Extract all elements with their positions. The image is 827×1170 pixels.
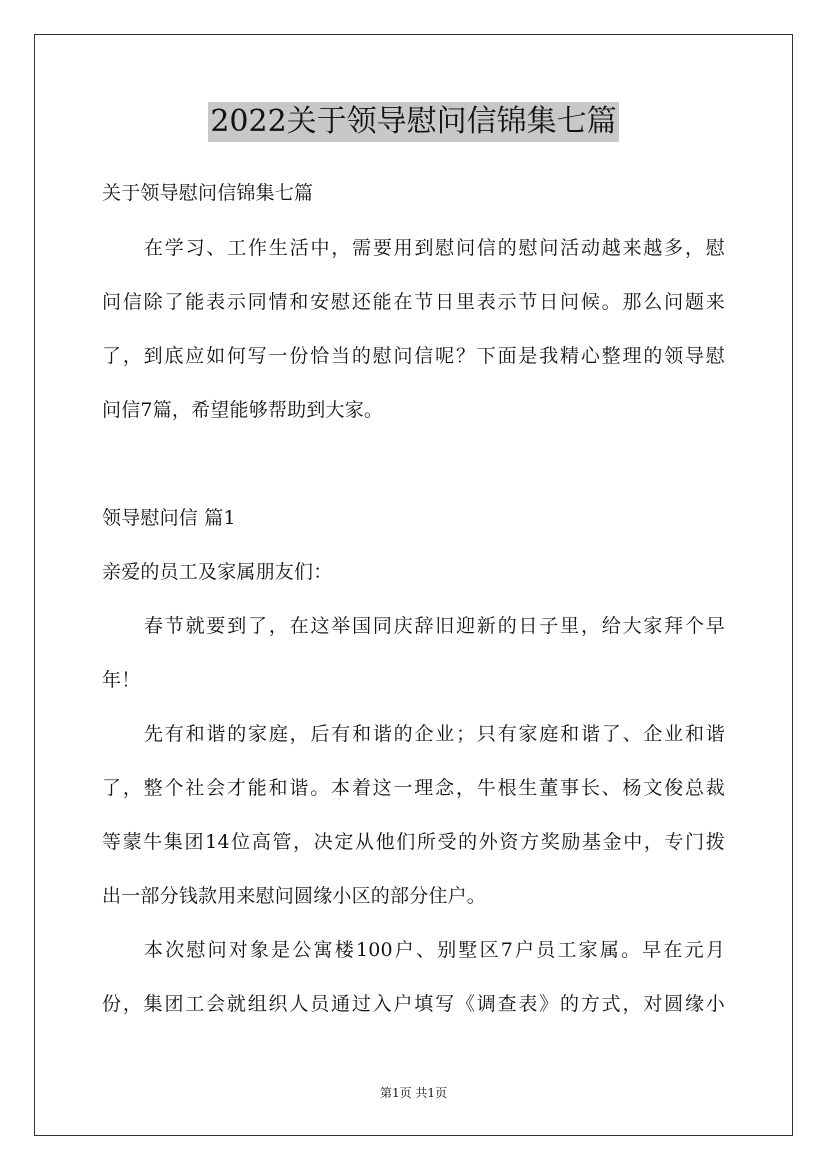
- paragraph-line: 本次慰问对象是公寓楼100户、别墅区7户员工家属。早在元月: [144, 939, 725, 961]
- section-heading: 领导慰问信 篇1: [102, 507, 236, 529]
- paragraph-line: 出一部分钱款用来慰问圆缘小区的部分住户。: [102, 885, 487, 907]
- paragraph-line: 先有和谐的家庭，后有和谐的企业；只有家庭和谐了、企业和谐: [144, 723, 725, 745]
- intro-line: 问信7篇，希望能够帮助到大家。: [102, 399, 384, 421]
- paragraph-line: 年！: [102, 669, 141, 691]
- title-container: [0, 102, 827, 142]
- page-footer: [0, 1086, 827, 1100]
- intro-line: 了，到底应如何写一份恰当的慰问信呢？下面是我精心整理的领导慰: [102, 345, 725, 367]
- salutation: 亲爱的员工及家属朋友们：: [102, 561, 333, 583]
- paragraph-line: 等蒙牛集团14位高管，决定从他们所受的外资方奖励基金中，专门拨: [102, 831, 725, 853]
- intro-line: 在学习、工作生活中，需要用到慰问信的慰问活动越来越多，慰: [144, 237, 725, 259]
- intro-line: 问信除了能表示同情和安慰还能在节日里表示节日问候。那么问题来: [102, 291, 725, 313]
- document-title: 2022关于领导慰问信锦集七篇: [208, 102, 618, 142]
- document-subtitle: 关于领导慰问信锦集七篇: [102, 182, 314, 204]
- paragraph-line: 份，集团工会就组织人员通过入户填写《调查表》的方式，对圆缘小: [102, 993, 725, 1015]
- paragraph-line: 春节就要到了，在这举国同庆辞旧迎新的日子里，给大家拜个早: [144, 615, 725, 637]
- paragraph-line: 了，整个社会才能和谐。本着这一理念，牛根生董事长、杨文俊总裁: [102, 777, 725, 799]
- page-number: 第1页 共1页: [379, 1086, 448, 1100]
